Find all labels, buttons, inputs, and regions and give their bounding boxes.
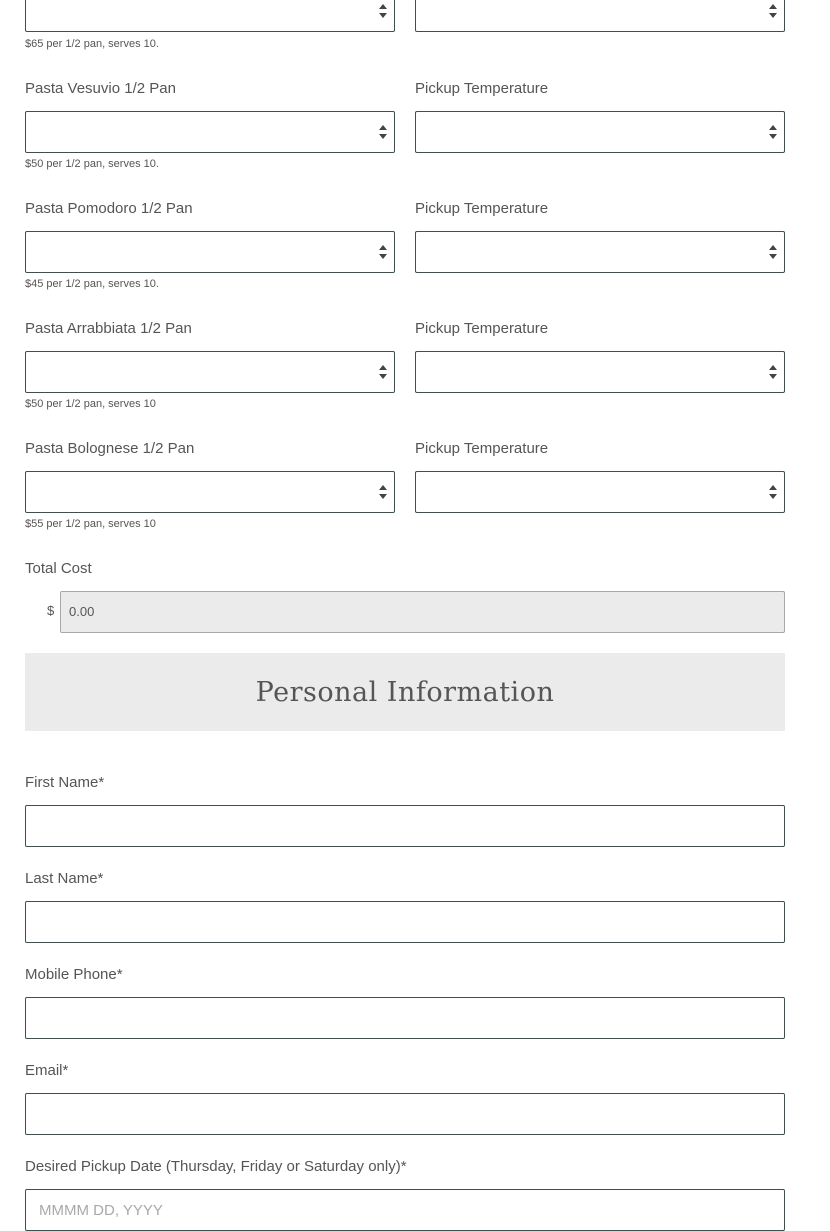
select-arrows-icon (379, 125, 387, 139)
select-arrows-icon (379, 4, 387, 18)
mobile-phone-label: Mobile Phone* (25, 966, 123, 983)
pasta-bolognese-label: Pasta Bolognese 1/2 Pan (25, 440, 195, 457)
pickup-temperature-label: Pickup Temperature (415, 320, 549, 337)
select-arrows-icon (769, 125, 777, 139)
section-title: Personal Information (255, 676, 555, 708)
pickup-temperature-label: Pickup Temperature (415, 80, 549, 97)
price-note: $45 per 1/2 pan, serves 10. (25, 278, 159, 290)
first-name-input[interactable] (25, 805, 785, 847)
price-note: $65 per 1/2 pan, serves 10. (25, 38, 159, 50)
total-cost-field: 0.00 (60, 591, 785, 633)
pasta-arrabbiata-label: Pasta Arrabbiata 1/2 Pan (25, 320, 192, 337)
select-arrows-icon (379, 245, 387, 259)
select-arrows-icon (379, 365, 387, 379)
pasta-arrabbiata-temperature-select[interactable] (415, 351, 785, 393)
select-arrows-icon (769, 4, 777, 18)
pasta-pomodoro-label: Pasta Pomodoro 1/2 Pan (25, 200, 193, 217)
pickup-date-label: Desired Pickup Date (Thursday, Friday or Saturday only)* (25, 1158, 407, 1175)
price-note: $50 per 1/2 pan, serves 10. (25, 158, 159, 170)
pickup-temperature-label: Pickup Temperature (415, 200, 549, 217)
first-name-label: First Name* (25, 774, 105, 791)
pasta-vesuvio-select[interactable] (25, 111, 395, 153)
email-input[interactable] (25, 1093, 785, 1135)
pickup-temperature-select-1[interactable] (415, 0, 785, 32)
pasta-vesuvio-temperature-select[interactable] (415, 111, 785, 153)
select-arrows-icon (769, 365, 777, 379)
last-name-input[interactable] (25, 901, 785, 943)
pasta-pomodoro-select[interactable] (25, 231, 395, 273)
pasta-bolognese-temperature-select[interactable] (415, 471, 785, 513)
pasta-vesuvio-label: Pasta Vesuvio 1/2 Pan (25, 80, 176, 97)
pickup-date-input[interactable]: MMMM DD, YYYY (25, 1189, 785, 1231)
mobile-phone-input[interactable] (25, 997, 785, 1039)
pasta-quantity-select-1[interactable] (25, 0, 395, 32)
last-name-label: Last Name* (25, 870, 104, 887)
pasta-pomodoro-temperature-select[interactable] (415, 231, 785, 273)
personal-information-header (25, 653, 785, 731)
pasta-arrabbiata-select[interactable] (25, 351, 395, 393)
pasta-bolognese-select[interactable] (25, 471, 395, 513)
select-arrows-icon (769, 245, 777, 259)
total-cost-label: Total Cost (25, 560, 92, 577)
email-label: Email* (25, 1062, 69, 1079)
currency-symbol: $ (47, 603, 55, 618)
price-note: $50 per 1/2 pan, serves 10 (25, 398, 156, 410)
select-arrows-icon (379, 485, 387, 499)
price-note: $55 per 1/2 pan, serves 10 (25, 518, 156, 530)
select-arrows-icon (769, 485, 777, 499)
pickup-temperature-label: Pickup Temperature (415, 440, 549, 457)
